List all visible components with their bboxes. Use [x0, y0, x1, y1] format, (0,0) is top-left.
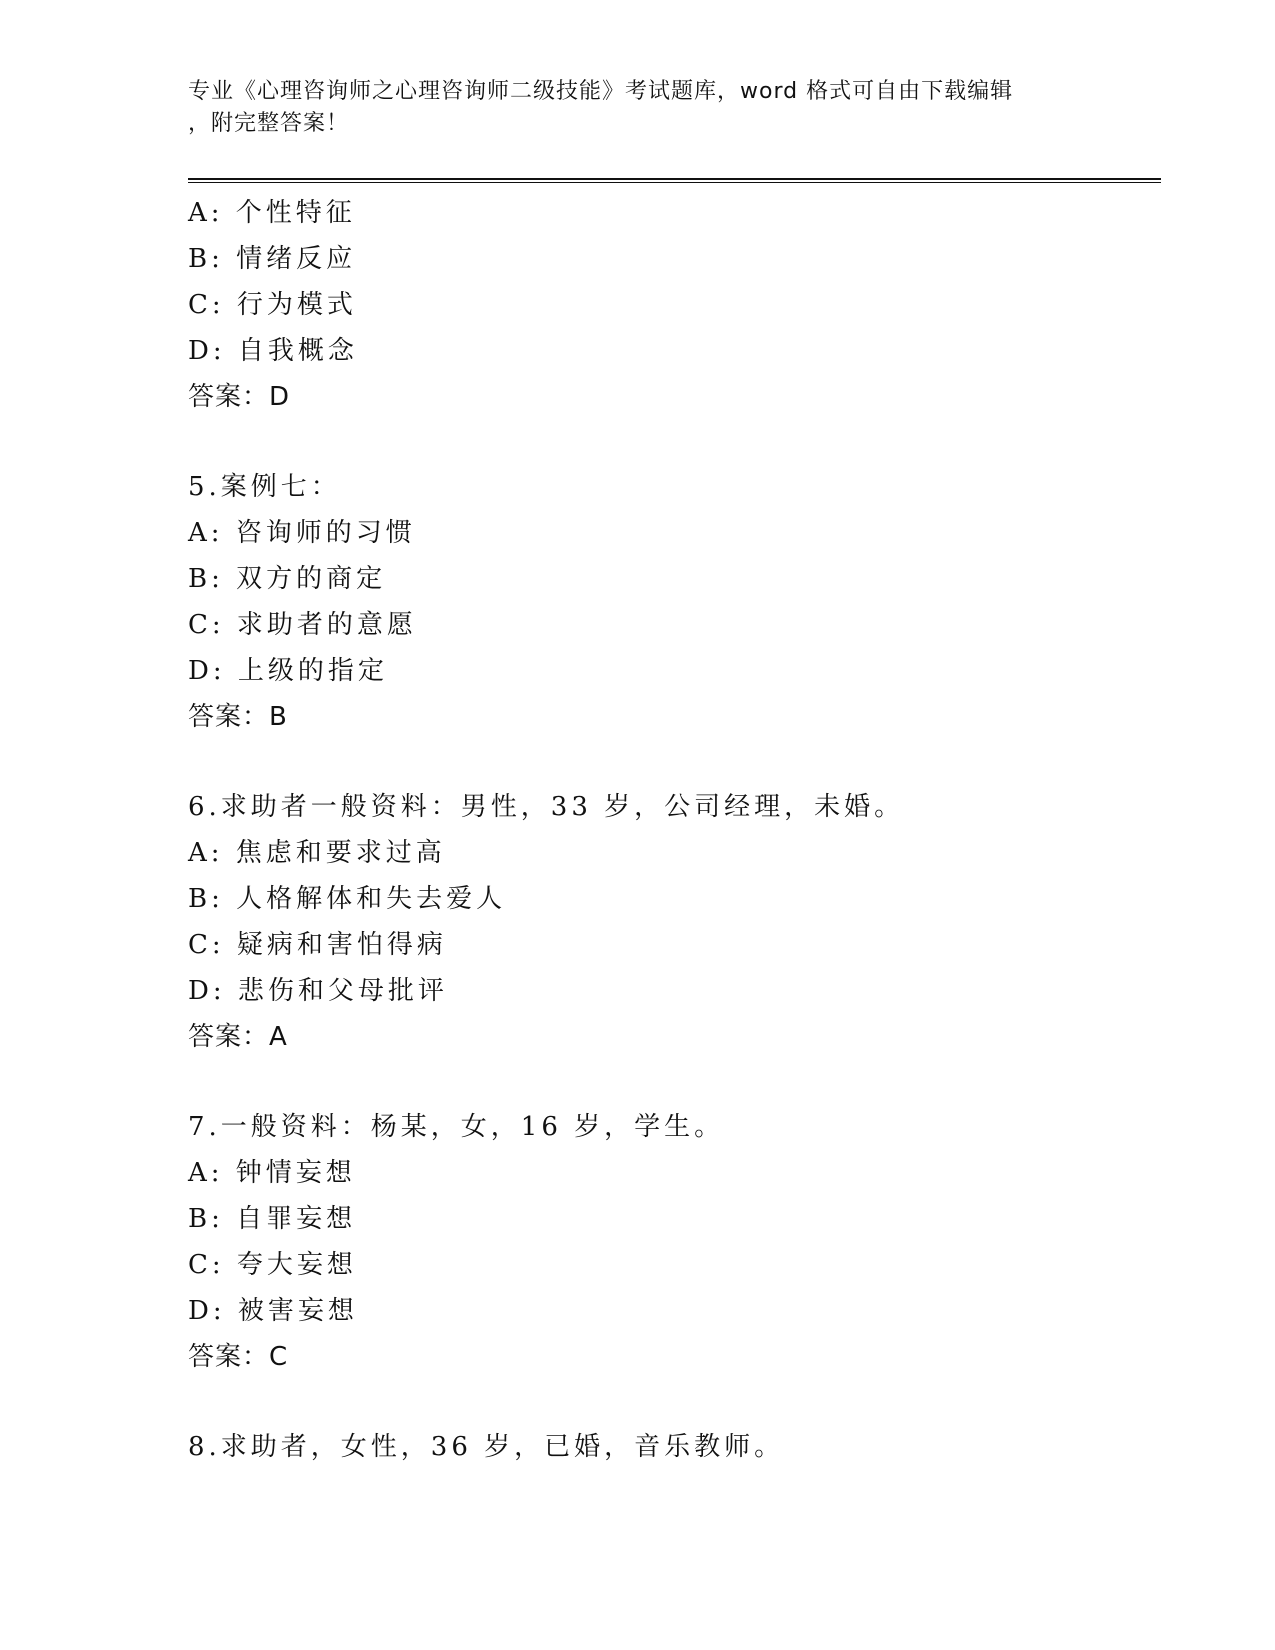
question-6	[188, 784, 1161, 1060]
answer-line: 答案：A	[188, 1022, 288, 1052]
question-list	[188, 190, 1161, 1470]
option-b: B: 双方的商定	[188, 564, 387, 594]
document-header	[188, 76, 1088, 140]
header-line-2: ，附完整答案！	[188, 111, 350, 136]
answer-line: 答案：D	[188, 382, 291, 412]
option-c: C: 行为模式	[188, 290, 357, 320]
option-c: C: 疑病和害怕得病	[188, 930, 447, 960]
question-7	[188, 1104, 1161, 1380]
question-title: 8.求助者，女性，36 岁，已婚，音乐教师。	[188, 1432, 785, 1462]
option-d: D: 上级的指定	[188, 656, 388, 686]
answer-line: 答案：C	[188, 1342, 289, 1372]
option-b: B: 自罪妄想	[188, 1204, 357, 1234]
option-b: B: 情绪反应	[188, 244, 357, 274]
header-line-1: 专业《心理咨询师之心理咨询师二级技能》考试题库，word 格式可自由下载编辑	[188, 79, 1014, 104]
question-title: 5.案例七：	[188, 472, 341, 502]
option-a: A: 焦虑和要求过高	[188, 838, 446, 868]
option-c: C: 夸大妄想	[188, 1250, 357, 1280]
spacer	[188, 1060, 1161, 1104]
option-d: D: 悲伤和父母批评	[188, 976, 448, 1006]
option-a: A: 钟情妄想	[188, 1158, 356, 1188]
option-a: A: 个性特征	[188, 198, 356, 228]
header-divider-thin	[188, 182, 1161, 183]
answer-line: 答案：B	[188, 702, 288, 732]
question-5	[188, 464, 1161, 740]
spacer	[188, 420, 1161, 464]
option-c: C: 求助者的意愿	[188, 610, 417, 640]
option-b: B: 人格解体和失去爱人	[188, 884, 507, 914]
question-4-options	[188, 190, 1161, 420]
option-a: A: 咨询师的习惯	[188, 518, 416, 548]
question-8	[188, 1424, 1161, 1470]
question-title: 7.一般资料：杨某，女，16 岁，学生。	[188, 1112, 725, 1142]
option-d: D: 自我概念	[188, 336, 358, 366]
spacer	[188, 740, 1161, 784]
header-divider-thick	[188, 178, 1161, 180]
option-d: D: 被害妄想	[188, 1296, 358, 1326]
spacer	[188, 1380, 1161, 1424]
question-title: 6.求助者一般资料：男性，33 岁，公司经理，未婚。	[188, 792, 905, 822]
